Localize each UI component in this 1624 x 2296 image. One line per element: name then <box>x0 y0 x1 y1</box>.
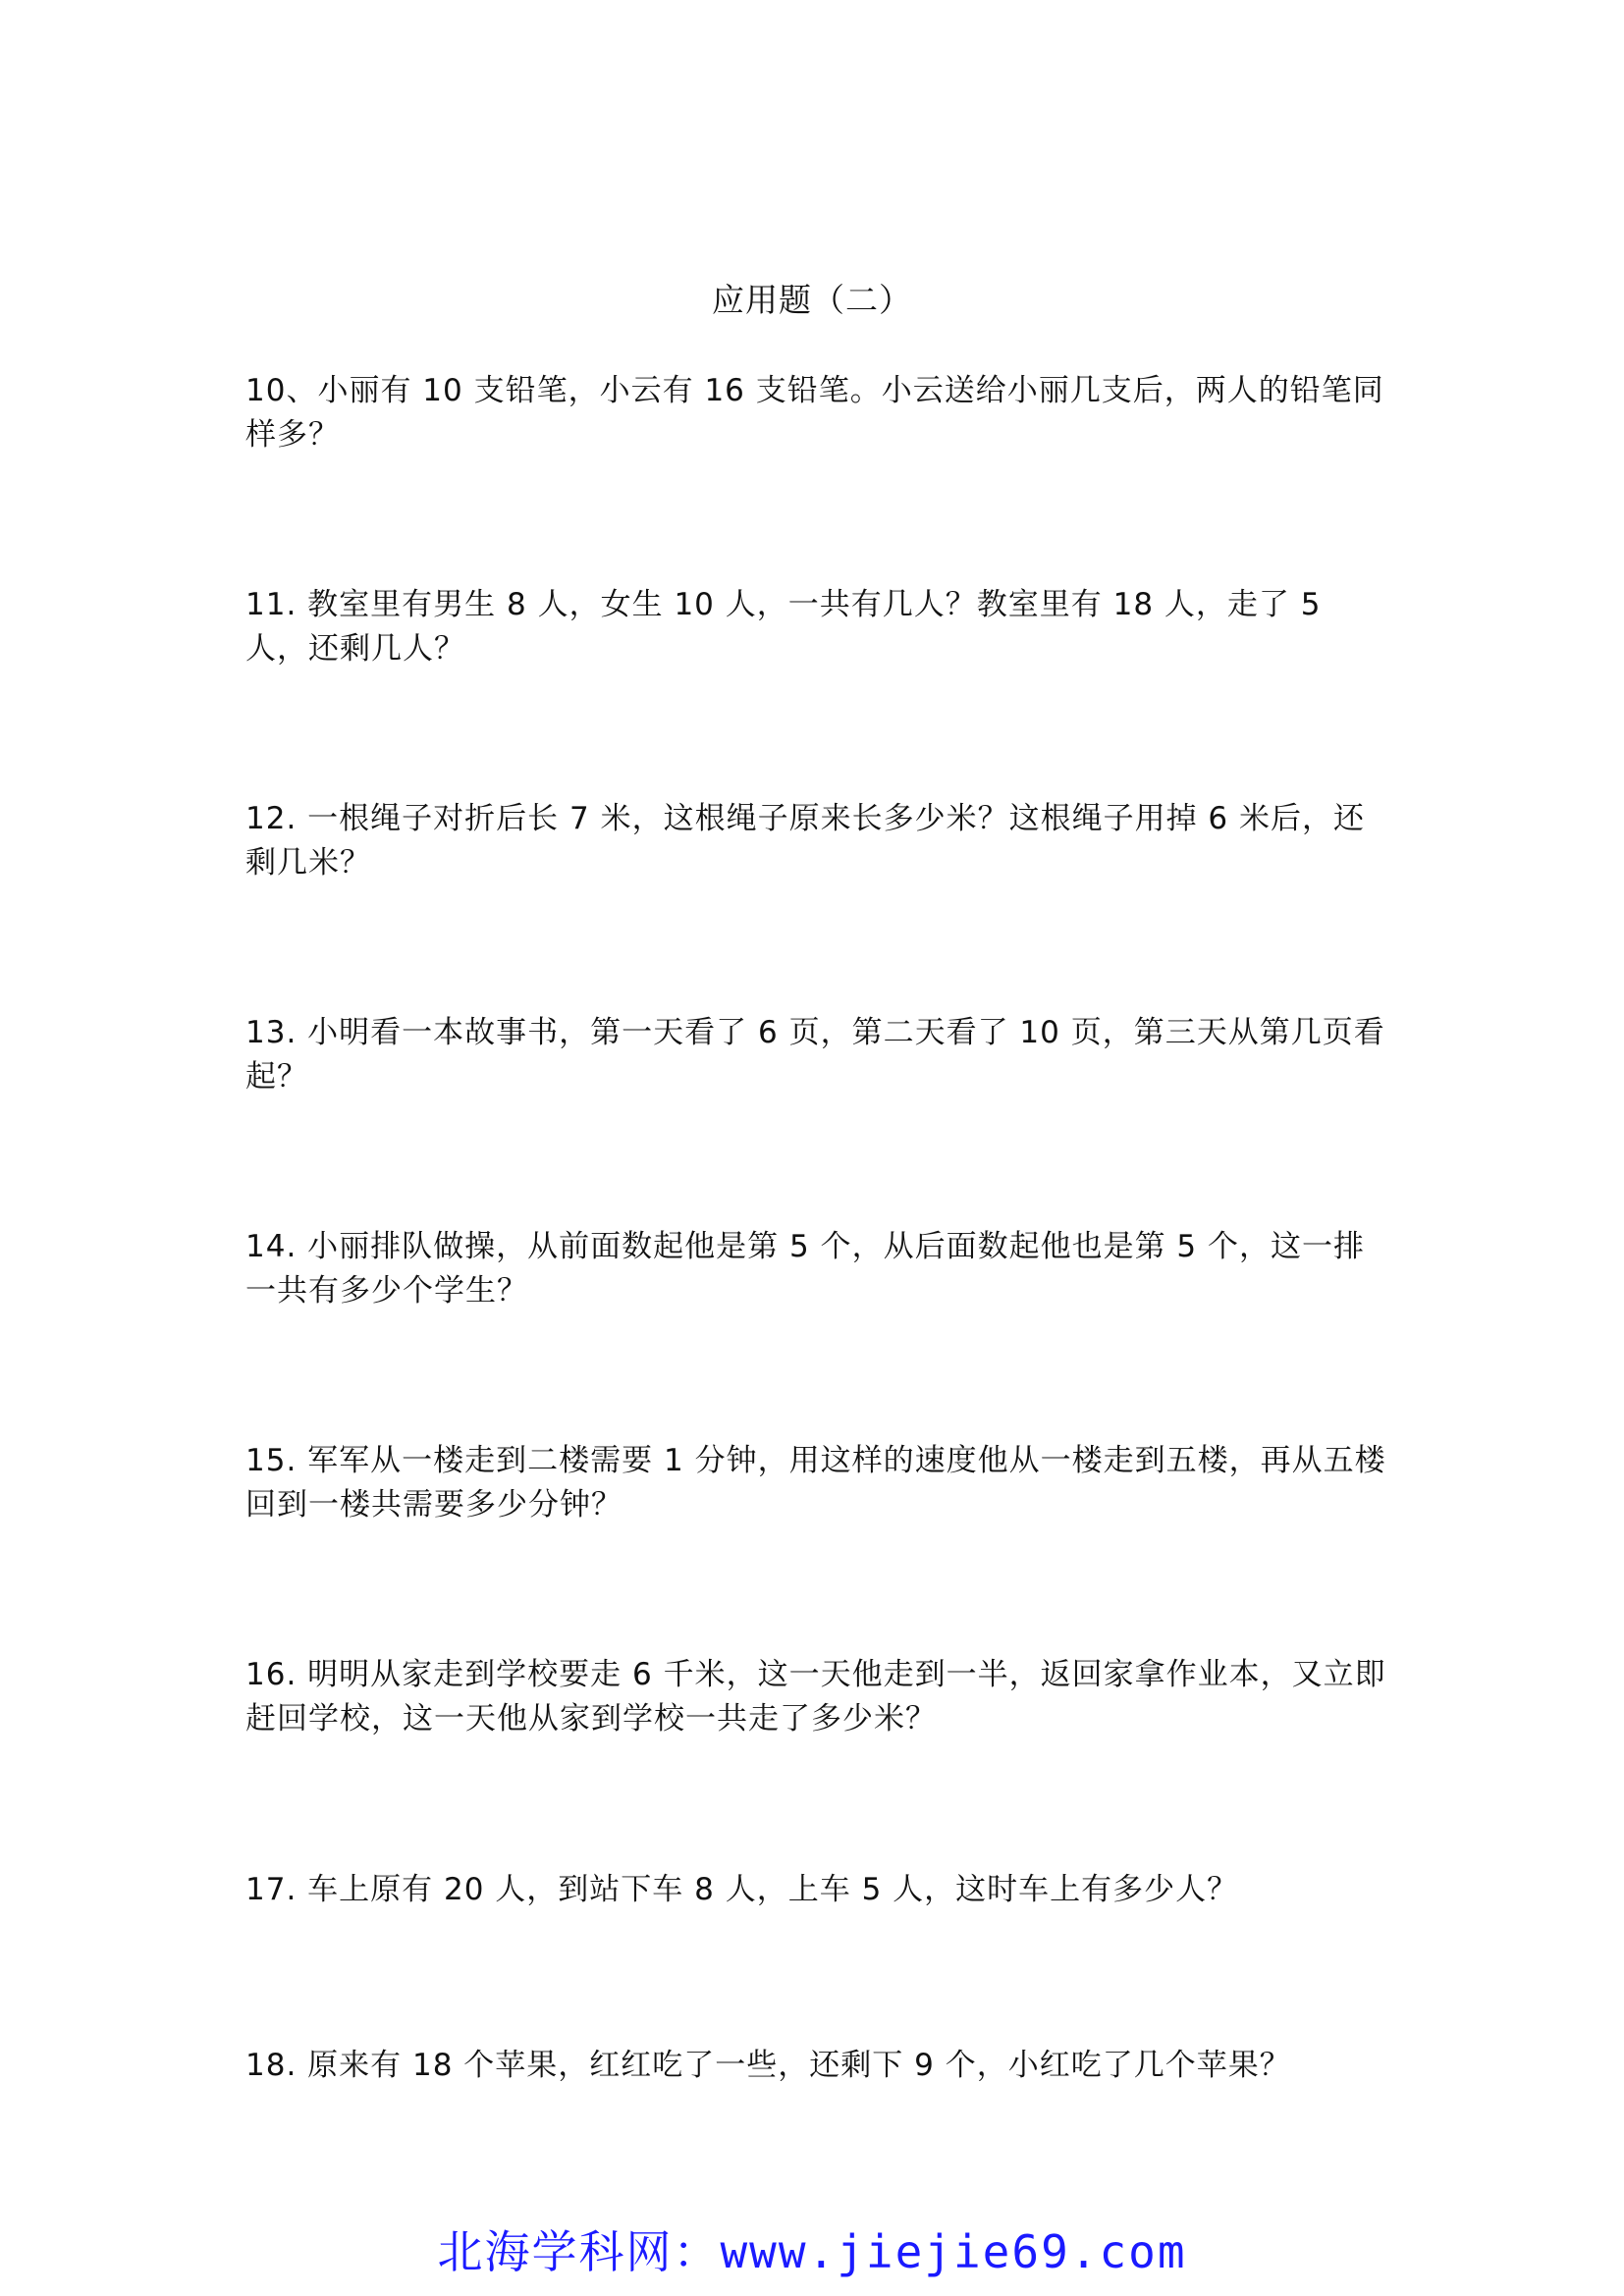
footer-brand: 北海学科网： <box>437 2225 721 2278</box>
problem-17: 17. 车上原有 20 人，到站下车 8 人，上车 5 人，这时车上有多少人？ <box>245 1872 1239 1907</box>
problem-16: 16. 明明从家走到学校要走 6 千米，这一天他走到一半，返回家拿作业本，又立即赶回学校，这一天他从家到学校一共走了多少米？ <box>245 1657 1386 1736</box>
problem-18: 18. 原来有 18 个苹果，红红吃了一些，还剩下 9 个，小红吃了几个苹果？ <box>245 2048 1291 2083</box>
problem-11: 11. 教室里有男生 8 人，女生 10 人，一共有几人？教室里有 18 人，走了 5 人，还剩几人？ <box>245 587 1322 667</box>
footer-watermark <box>0 2222 1624 2281</box>
problem-12: 12. 一根绳子对折后长 7 米，这根绳子原来长多少米？这根绳子用掉 6 米后，还剩几米？ <box>245 801 1366 881</box>
problem-13: 13. 小明看一本故事书，第一天看了 6 页，第二天看了 10 页，第三天从第几页看起？ <box>245 1015 1385 1095</box>
problem-15: 15. 军军从一楼走到二楼需要 1 分钟，用这样的速度他从一楼走到五楼，再从五楼回到一楼共需要多少分钟？ <box>245 1443 1386 1522</box>
footer-url[interactable]: www.jiejie69.com <box>720 2225 1187 2278</box>
problem-10: 10、小丽有 10 支铅笔，小云有 16 支铅笔。小云送给小丽几支后，两人的铅笔同样多？ <box>245 373 1384 453</box>
page-title: 应用题（二） <box>712 281 912 319</box>
problem-14: 14. 小丽排队做操，从前面数起他是第 5 个，从后面数起他也是第 5 个，这一排一共有多少个学生？ <box>245 1229 1366 1308</box>
